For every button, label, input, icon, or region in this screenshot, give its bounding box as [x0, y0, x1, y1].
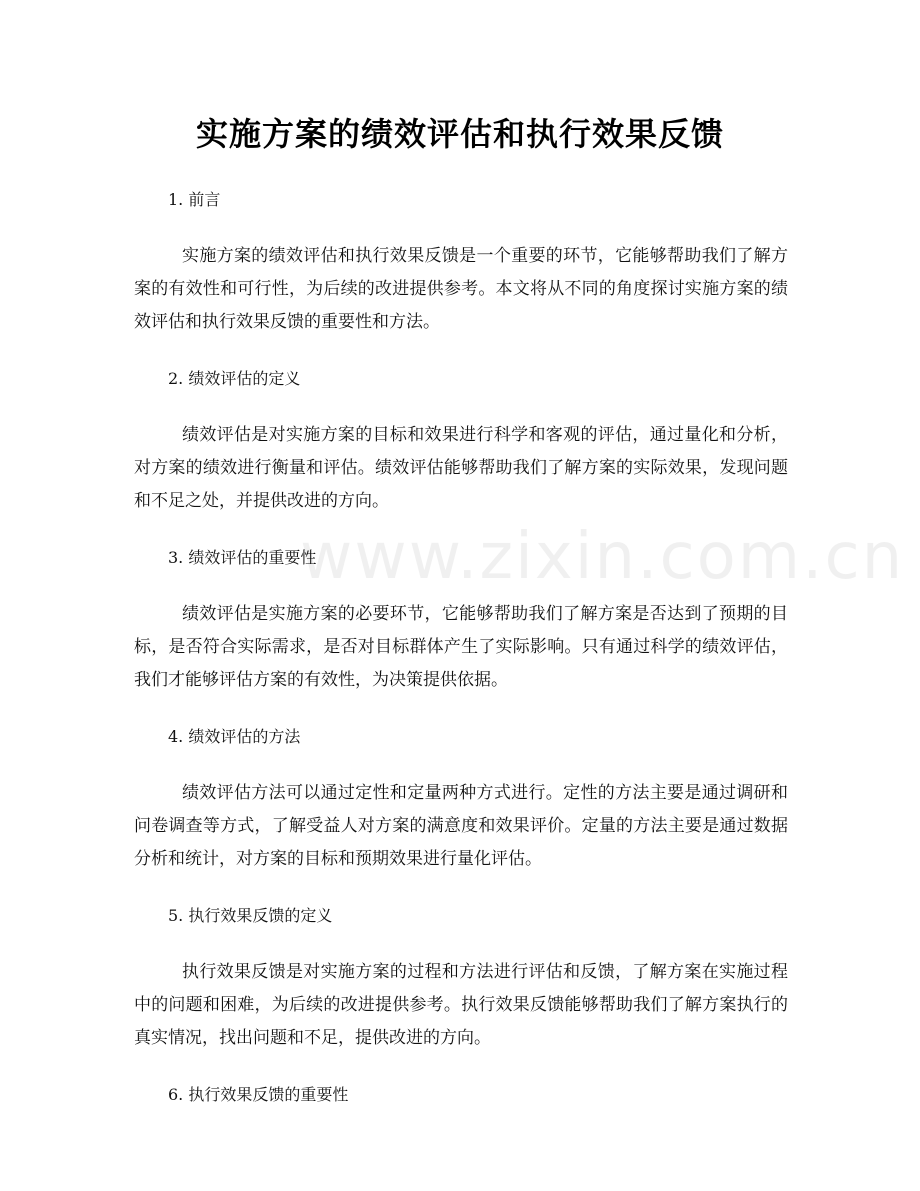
- section-paragraph-3: 绩效评估是实施方案的必要环节，它能够帮助我们了解方案是否达到了预期的目标，是否符合实际需求，是否对目标群体产生了实际影响。只有通过科学的绩效评估，我们才能够评估方案的有效性，为决策提供依据。: [134, 604, 788, 690]
- section-heading-5: 5. 执行效果反馈的定义: [168, 906, 333, 925]
- section-paragraph-2: 绩效评估是对实施方案的目标和效果进行科学和客观的评估，通过量化和分析，对方案的绩效进行衡量和评估。绩效评估能够帮助我们了解方案的实际效果，发现问题和不足之处，并提供改进的方向。: [134, 425, 788, 511]
- section-heading-3: 3. 绩效评估的重要性: [168, 548, 317, 567]
- section-heading-2: 2. 绩效评估的定义: [168, 369, 301, 388]
- section-heading-6: 6. 执行效果反馈的重要性: [168, 1085, 349, 1104]
- document-body: [134, 184, 905, 1135]
- document-title: 实施方案的绩效评估和执行效果反馈: [195, 115, 724, 153]
- section-paragraph-4: 绩效评估方法可以通过定性和定量两种方式进行。定性的方法主要是通过调研和问卷调查等方式，了解受益人对方案的满意度和效果评价。定量的方法主要是通过数据分析和统计，对方案的目标和预期效果进行量化评估。: [134, 783, 788, 869]
- section-paragraph-5: 执行效果反馈是对实施方案的过程和方法进行评估和反馈，了解方案在实施过程中的问题和困难，为后续的改进提供参考。执行效果反馈能够帮助我们了解方案执行的真实情况，找出问题和不足，提供改进的方向。: [134, 962, 788, 1048]
- section-heading-4: 4. 绩效评估的方法: [168, 727, 301, 746]
- section-paragraph-1: 实施方案的绩效评估和执行效果反馈是一个重要的环节，它能够帮助我们了解方案的有效性和可行性，为后续的改进提供参考。本文将从不同的角度探讨实施方案的绩效评估和执行效果反馈的重要性和方法。: [134, 246, 788, 332]
- watermark: www.zixin.com.cn: [300, 520, 905, 594]
- section-heading-1: 1. 前言: [168, 190, 221, 209]
